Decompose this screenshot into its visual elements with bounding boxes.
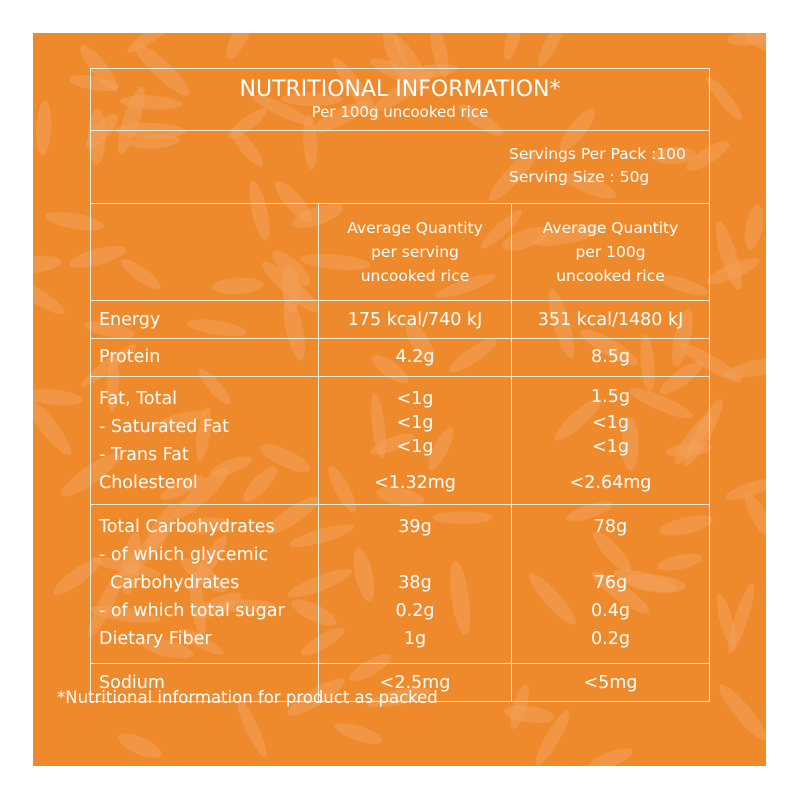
protein-label: Protein [99, 347, 161, 367]
sodium-per-100g: <5mg [583, 673, 638, 693]
carb-label: Dietary Fiber [99, 629, 212, 649]
footnote: *Nutritional information for product as packed [57, 688, 438, 707]
rice-grain [33, 253, 62, 276]
energy-per-serving: 175 kcal/740 kJ [347, 310, 483, 330]
rice-grain [35, 101, 53, 156]
header-per-100g [512, 204, 709, 300]
energy-row [90, 301, 710, 339]
carb-per-100g: 0.2g [591, 629, 630, 649]
carb-per-100g: 0.4g [591, 601, 630, 621]
fat-per-serving: <1g [396, 413, 434, 433]
sodium-label: Sodium [99, 673, 165, 693]
header-per-serving-line: uncooked rice [360, 267, 470, 285]
header-per-100g-line: uncooked rice [556, 267, 665, 285]
rice-grain [714, 680, 766, 745]
fat-label: - Trans Fat [99, 445, 189, 465]
servings-info [509, 143, 686, 189]
serving-size: Serving Size : 50g [509, 168, 650, 186]
energy-label: Energy [99, 310, 161, 330]
carb-per-serving: 1g [403, 629, 427, 649]
carb-label: - of which total sugar [99, 601, 285, 621]
column-header-row [90, 204, 710, 301]
protein-per-100g: 8.5g [591, 347, 630, 367]
fat-per-serving: <1g [396, 389, 434, 409]
carb-label: Carbohydrates [99, 573, 240, 593]
table-subtitle: Per 100g uncooked rice [311, 103, 489, 121]
fat-label: Cholesterol [99, 473, 198, 493]
header-per-serving-line: per serving [371, 243, 459, 261]
fat-per-100g: <1g [592, 437, 629, 457]
servings-per-pack: Servings Per Pack :100 [509, 145, 686, 163]
fat-per-serving: <1g [396, 437, 434, 457]
fat-label: - Saturated Fat [99, 417, 229, 437]
carb-per-100g: 78g [593, 517, 628, 537]
fat-per-100g: <1g [592, 413, 629, 433]
rice-grain [500, 33, 525, 62]
header-per-serving-line: Average Quantity [347, 219, 483, 237]
fat-per-100g: 1.5g [591, 387, 630, 407]
rice-grain [115, 729, 164, 763]
nutrition-table [90, 68, 710, 702]
rice-grain [33, 274, 69, 320]
carb-per-serving: 0.2g [395, 601, 435, 621]
header-blank-cell [91, 204, 319, 300]
table-title: NUTRITIONAL INFORMATION* [239, 77, 561, 102]
title-row [90, 68, 710, 131]
header-per-100g-line: Average Quantity [542, 219, 679, 237]
fat-label: Fat, Total [99, 389, 178, 409]
carbohydrates-row [90, 505, 710, 664]
rice-grain [742, 203, 766, 251]
protein-per-serving: 4.2g [395, 347, 435, 367]
carb-label: Total Carbohydrates [99, 517, 275, 537]
header-per-serving [319, 204, 512, 300]
protein-row [90, 339, 710, 377]
nutrition-panel [33, 33, 766, 766]
carb-per-100g: 76g [593, 573, 628, 593]
rice-grain [33, 387, 84, 408]
fat-per-serving: <1.32mg [374, 473, 456, 493]
rice-grain [723, 475, 766, 505]
rice-grain [333, 719, 385, 748]
rice-grain [534, 33, 569, 69]
energy-per-100g: 351 kcal/1480 kJ [537, 310, 684, 330]
fat-row [90, 377, 710, 505]
rice-grain [585, 744, 635, 766]
carb-label: - of which glycemic [99, 545, 269, 565]
carb-per-serving: 39g [398, 517, 432, 537]
carb-per-serving: 38g [398, 573, 432, 593]
fat-per-100g: <2.64mg [569, 473, 652, 493]
rice-grain [221, 33, 261, 63]
servings-row [90, 131, 710, 204]
header-per-100g-line: per 100g [575, 243, 646, 261]
sodium-per-serving: <2.5mg [379, 673, 451, 693]
